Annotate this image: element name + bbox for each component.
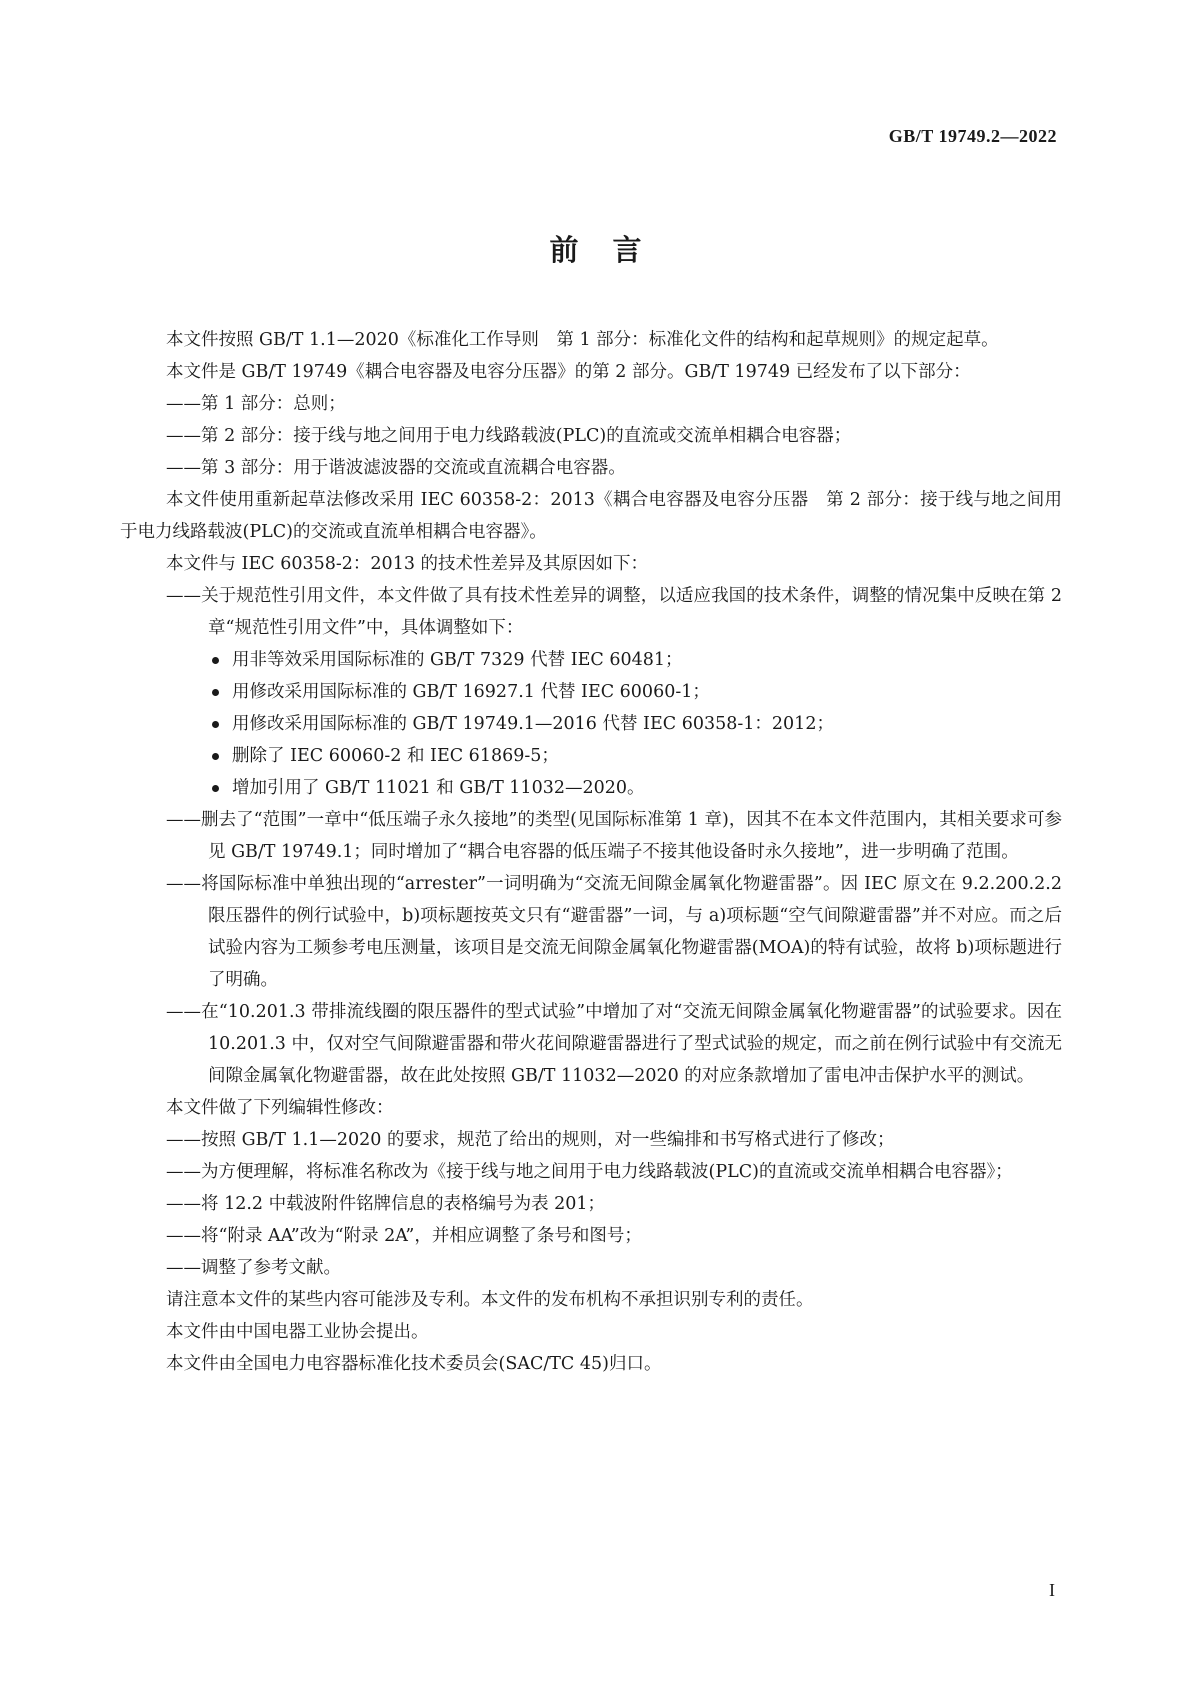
paragraph-differences: 本文件与 IEC 60358-2：2013 的技术性差异及其原因如下： (166, 554, 649, 574)
list-item: ——在“10.201.3 带排流线圈的限压器件的型式试验”中增加了对“交流无间隙金属氧化物避雷器”的试验要求。因在 10.201.3 中，仅对空气间隙避雷器和带火花间隙避雷器进行了型式试验的规定，而之前在例行试验中有交流无间隙金属氧化物避雷器，故在此处按照 GB/T 11032—2020 的对应条款增加了雷电冲击保护水平的测试。 (166, 1002, 1062, 1086)
paragraph-basis: 本文件按照 GB/T 1.1—2020《标准化工作导则 第 1 部分：标准化文件的结构和起草规则》的规定起草。 (166, 330, 999, 350)
paragraph-patent: 请注意本文件的某些内容可能涉及专利。本文件的发布机构不承担识别专利的责任。 (166, 1290, 814, 1310)
paragraph-editorial: 本文件做了下列编辑性修改： (166, 1098, 394, 1118)
page-title: 前言 (549, 233, 676, 267)
list-item: ——关于规范性引用文件，本文件做了具有技术性差异的调整，以适应我国的技术条件，调整的情况集中反映在第 2 章“规范性引用文件”中，具体调整如下： (166, 586, 1062, 638)
paragraph-proposer: 本文件由中国电器工业协会提出。 (166, 1322, 429, 1342)
bullet-item: 用修改采用国际标准的 GB/T 16927.1 代替 IEC 60060-1； (120, 676, 1062, 708)
bullet-item: 删除了 IEC 60060-2 和 IEC 61869-5； (120, 740, 1062, 772)
standard-code: GB/T 19749.2—2022 (888, 126, 1057, 146)
paragraph-committee: 本文件由全国电力电容器标准化技术委员会(SAC/TC 45)归口。 (166, 1354, 662, 1374)
paragraph-part-of-series: 本文件是 GB/T 19749《耦合电容器及电容分压器》的第 2 部分。GB/T 19749 已经发布了以下部分： (166, 362, 971, 382)
list-item: ——第 3 部分：用于谐波滤波器的交流或直流耦合电容器。 (166, 458, 626, 478)
list-item: ——按照 GB/T 1.1—2020 的要求，规范了给出的规则，对一些编排和书写格式进行了修改； (166, 1130, 895, 1150)
bullet-item: 用非等效采用国际标准的 GB/T 7329 代替 IEC 60481； (120, 644, 1062, 676)
bullet-icon (212, 657, 219, 664)
bullet-icon (212, 689, 219, 696)
bullet-item: 增加引用了 GB/T 11021 和 GB/T 11032—2020。 (120, 772, 1062, 804)
list-item: ——将 12.2 中载波附件铭牌信息的表格编号为表 201； (166, 1194, 606, 1214)
list-item: ——调整了参考文献。 (166, 1258, 341, 1278)
page-number: I (1049, 1580, 1055, 1600)
list-item: ——第 2 部分：接于线与地之间用于电力线路载波(PLC)的直流或交流单相耦合电容器； (166, 426, 852, 446)
list-item: ——将“附录 AA”改为“附录 2A”，并相应调整了条号和图号； (166, 1226, 642, 1246)
list-item: ——将国际标准中单独出现的“arrester”一词明确为“交流无间隙金属氧化物避雷器”。因 IEC 原文在 9.2.200.2.2 限压器件的例行试验中，b)项标题按英文只有“避雷器”一词，与 a)项标题“空气间隙避雷器”并不对应。而之后试验内容为工频参考电压测量，该项目是交流无间隙金属氧化物避雷器(MOA)的特有试验，故将 b)项标题进行了明确。 (166, 874, 1062, 990)
bullet-icon (212, 721, 219, 728)
paragraph-adoption: 本文件使用重新起草法修改采用 IEC 60358-2：2013《耦合电容器及电容分压器 第 2 部分：接于线与地之间用于电力线路载波(PLC)的交流或直流单相耦合电容器》。 (120, 490, 1062, 542)
list-item: ——为方便理解，将标准名称改为《接于线与地之间用于电力线路载波(PLC)的直流或交流单相耦合电容器》； (166, 1162, 1013, 1182)
bullet-list (120, 644, 1062, 804)
list-item: ——第 1 部分：总则； (166, 394, 346, 414)
foreword-body (120, 324, 1062, 1380)
list-item: ——删去了“范围”一章中“低压端子永久接地”的类型(见国际标准第 1 章)，因其不在本文件范围内，其相关要求可参见 GB/T 19749.1；同时增加了“耦合电容器的低压端子不接其他设备时永久接地”，进一步明确了范围。 (166, 810, 1062, 862)
bullet-item: 用修改采用国际标准的 GB/T 19749.1—2016 代替 IEC 60358-1：2012； (120, 708, 1062, 740)
bullet-icon (212, 785, 219, 792)
bullet-icon (212, 753, 219, 760)
